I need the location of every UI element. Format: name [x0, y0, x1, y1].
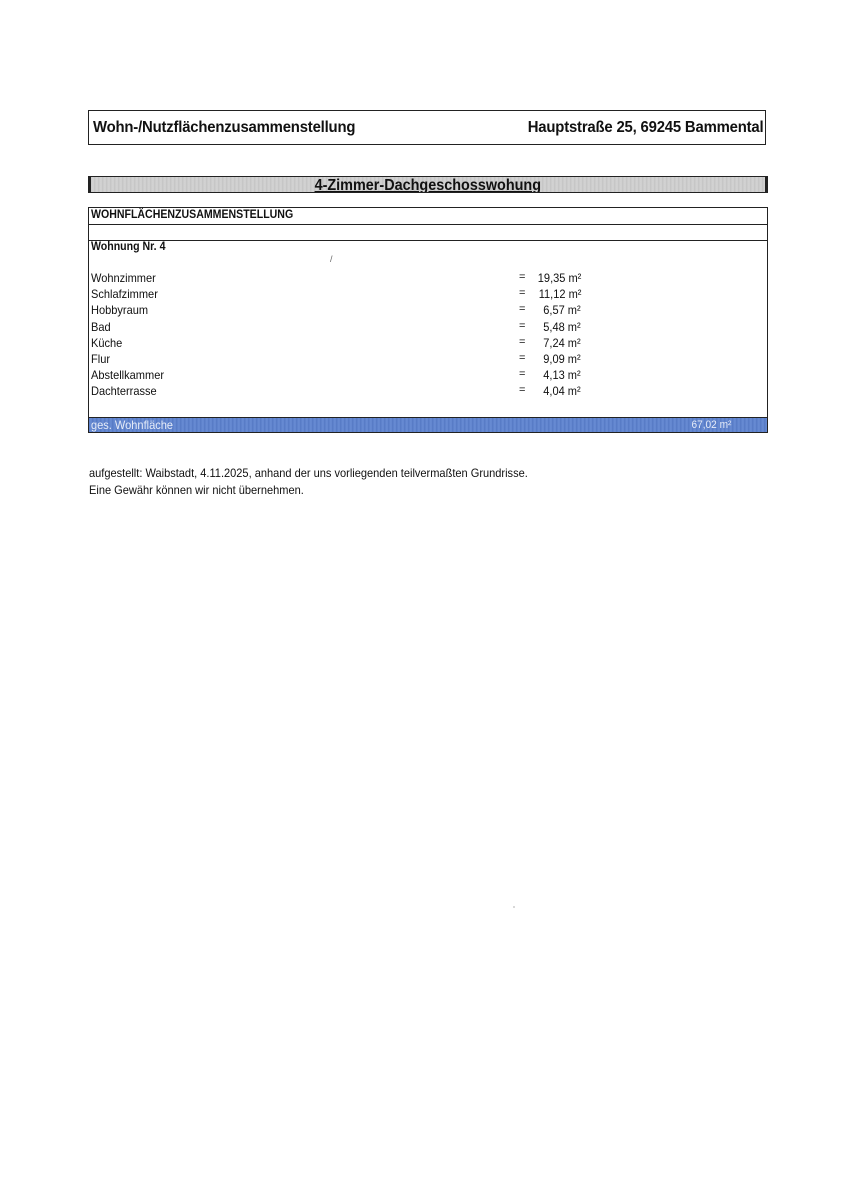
equals-sign: =: [519, 319, 526, 332]
equals-sign: =: [519, 384, 526, 397]
room-row: [89, 368, 767, 384]
room-area: 6,57 m²: [543, 303, 581, 318]
equals-sign: =: [519, 335, 526, 348]
document-title: Wohn-/Nutzflächenzusammenstellung: [93, 118, 356, 136]
room-area: 19,35 m²: [537, 271, 581, 285]
note-line: Eine Gewähr können wir nicht übernehmen.: [89, 483, 304, 497]
table-divider: [89, 240, 767, 241]
equals-sign: =: [519, 303, 526, 316]
unit-type-banner: [88, 176, 768, 193]
room-row: [89, 384, 767, 400]
room-name: Wohnzimmer: [91, 271, 156, 285]
equals-sign: =: [519, 351, 526, 364]
equals-sign: =: [519, 271, 526, 283]
apartment-label: Wohnung Nr. 4: [91, 241, 166, 253]
room-area: 11,12 m²: [538, 287, 581, 302]
tick-mark: /: [330, 254, 333, 264]
table-divider: [89, 224, 767, 225]
room-area: 7,24 m²: [543, 335, 581, 350]
room-area: 9,09 m²: [543, 351, 581, 366]
room-list: [89, 271, 767, 401]
room-area: 4,13 m²: [543, 368, 581, 383]
document-header: [88, 110, 766, 145]
unit-type-title: 4-Zimmer-Dachgeschosswohung: [314, 177, 542, 193]
note-line: aufgestellt: Waibstadt, 4.11.2025, anhand der uns vorliegenden teilvermaßten Grundrisse.: [89, 466, 528, 480]
scan-speck: [513, 906, 515, 908]
room-row: [89, 271, 767, 287]
room-row: [89, 320, 767, 336]
room-name: Flur: [91, 351, 111, 366]
total-value: 67,02 m²: [691, 419, 731, 431]
total-living-area-bar: [88, 417, 768, 433]
area-table: [88, 207, 768, 433]
room-row: [89, 303, 767, 319]
room-name: Hobbyraum: [91, 303, 149, 318]
section-title: WOHNFLÄCHENZUSAMMENSTELLUNG: [91, 209, 294, 221]
equals-sign: =: [519, 287, 526, 300]
property-address: Hauptstraße 25, 69245 Bammental: [527, 118, 763, 136]
total-label: ges. Wohnfläche: [91, 418, 174, 432]
room-name: Schlafzimmer: [91, 287, 158, 302]
room-area: 5,48 m²: [543, 319, 581, 334]
room-name: Bad: [91, 319, 111, 334]
room-area: 4,04 m²: [543, 384, 581, 399]
room-name: Küche: [91, 335, 123, 350]
equals-sign: =: [519, 368, 526, 381]
room-name: Abstellkammer: [91, 368, 165, 383]
room-row: [89, 336, 767, 352]
room-row: [89, 287, 767, 303]
room-name: Dachterrasse: [91, 384, 157, 399]
room-row: [89, 352, 767, 368]
footer-notes: [89, 465, 528, 499]
